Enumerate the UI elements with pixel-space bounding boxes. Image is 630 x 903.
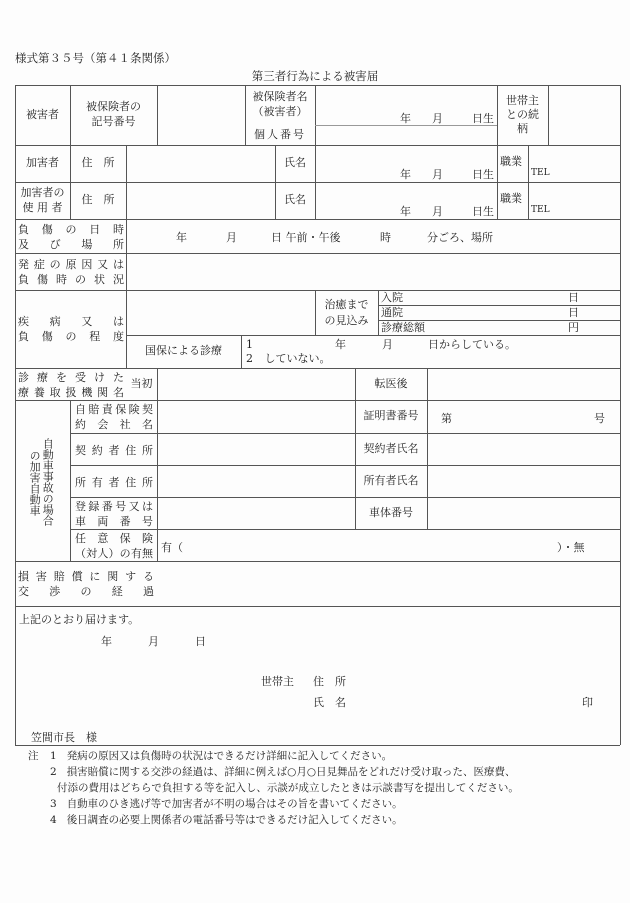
householder-address-field[interactable] [360,668,580,688]
kokuho-option-2[interactable] [246,352,331,365]
degree-label: 疾 病 又 は 負 傷 の 程 度 [18,315,124,343]
owner-name-field[interactable] [428,466,619,496]
note-item: 4 後日調査の必要上関係者の電話番号等はできるだけ記入してください。 [50,814,403,826]
assailant-address-field[interactable] [127,146,274,181]
injury-hour: 時 [380,231,391,244]
personal-number-field[interactable] [316,126,496,144]
kokuho-option-2-num: 2 [246,352,253,365]
owner-address-field[interactable] [158,466,354,496]
insured-number-label: 被保険者の 記号番号 [86,100,141,128]
kokuho-option-1[interactable] [246,338,253,351]
injury-day-ampm: 日 午前・午後 [271,231,341,244]
contractor-address-field[interactable] [158,434,354,464]
contractor-address-label: 契約者住所 [75,444,153,457]
optional-insurance-yes[interactable]: 有（ [161,541,183,554]
employer-tel-label: TEL [531,205,550,215]
employer-birth-month: 月 [432,205,443,218]
certificate-number-suffix: 号 [594,412,605,425]
relation-field[interactable] [549,86,619,144]
notes-prefix: 注 [28,750,39,762]
householder-address-label: 住 所 [313,675,346,688]
declaration-statement: 上記のとおり届けます。 [19,613,140,626]
assailant-label: 加害者 [26,156,59,170]
assailant-address-label: 住 所 [81,156,115,170]
optional-insurance-detail-field[interactable] [185,531,555,559]
total-cost-label: 診療総額 [381,321,425,334]
employer-label: 加害者の 使 用 者 [20,186,65,214]
note-item: 1 発病の原因又は負傷時の状況はできるだけ詳細に記入してください。 [50,750,393,762]
outpatient-days-field[interactable] [430,306,560,319]
degree-field[interactable] [127,291,314,334]
employer-occupation-label: 職業 [500,192,522,205]
assailant-name-label: 氏名 [284,156,306,170]
householder-name-field[interactable] [360,690,570,710]
seal-mark: 印 [582,696,593,709]
negotiation-label: 損害賠償に関する 交 渉 の 経 過 [18,570,154,598]
injury-datetime-label: 負 傷 の 日 時 及 び 場 所 [18,223,124,251]
outpatient-unit: 日 [568,306,579,319]
assailant-birth-day: 日生 [472,168,494,181]
assailant-occupation-label: 職業 [500,155,522,168]
victim-birth-day: 日生 [472,112,494,125]
chassis-number-field[interactable] [428,498,619,528]
total-cost-unit: 円 [568,321,579,334]
certificate-number-prefix: 第 [441,412,452,425]
transfer-institution-field[interactable] [428,369,619,399]
optional-insurance-label: 任 意 保 険 （対人）の有無 [75,532,153,560]
injury-datetime-field[interactable] [127,220,619,252]
declaration-month: 月 [148,635,159,648]
assailant-birth-year: 年 [400,168,411,181]
negotiation-field[interactable] [158,562,619,605]
kokuho-option-1-num: 1 [246,338,253,351]
jibaiseki-company-label: 自賠責保険契 約 会 社 名 [75,403,153,431]
registration-number-label: 登録番号又は 車 両 番 号 [75,500,153,528]
inpatient-label: 入院 [381,291,403,304]
note-item: 2 損害賠償に関する交渉の経過は、詳細に例えば○月○日見舞品をどれだけ受け取った、医療費、 [50,766,516,778]
employer-birth-year: 年 [400,205,411,218]
inpatient-unit: 日 [568,291,579,304]
relation-label: 世帯主 との続 柄 [506,93,539,136]
cause-field[interactable] [127,254,619,289]
employer-occupation-field[interactable] [529,183,619,218]
householder-label: 世帯主 [261,675,294,688]
injury-year: 年 [176,231,187,244]
outpatient-label: 通院 [381,306,403,319]
assailant-tel-label: TEL [531,168,550,178]
assailant-birth-month: 月 [432,168,443,181]
initial-institution-field[interactable] [158,369,354,399]
injury-minute-place: 分ごろ、場所 [427,231,493,244]
declaration-day: 日 [195,635,206,648]
owner-name-label: 所有者氏名 [363,473,419,487]
cause-label: 発症の原因又は 負傷時の状況 [18,258,124,286]
recovery-estimate-label: 治癒まで の見込み [324,298,369,327]
owner-address-label: 所有者住所 [75,476,153,489]
chassis-number-label: 車体番号 [369,505,413,519]
kokuho-since-text: 日からしている。 [428,338,516,351]
addressee: 笠間市長 様 [31,731,97,744]
kokuho-option-2-text: していない。 [264,352,331,365]
victim-birth-month: 月 [432,112,443,125]
assailant-occupation-field[interactable] [529,146,619,181]
initial-institution-label: 当初 [130,376,153,390]
certificate-number-label: 証明書番号 [363,409,419,423]
jibaiseki-company-field[interactable] [158,401,354,432]
insured-name-label: 被保険者名 （被害者） [252,90,308,118]
personal-number-label: 個人番号 [254,127,306,141]
contractor-name-label: 契約者氏名 [363,441,419,455]
note-item-continuation: 付添の費用はどちらで負担する等を記入し、示談が成立したときは示談書写を提出してください。 [57,782,519,794]
total-cost-field[interactable] [440,321,560,334]
victim-birth-year: 年 [400,112,411,125]
kokuho-year: 年 [335,338,346,351]
optional-insurance-no[interactable]: ）・無 [557,541,585,554]
transfer-institution-label: 転医後 [374,376,408,390]
employer-address-field[interactable] [127,183,274,218]
registration-number-field[interactable] [158,498,354,528]
note-item: 3 自動車のひき逃げ等で加害者が不明の場合はその旨を書いてください。 [50,798,403,810]
medical-institution-label: 診 療 を 受 け た 療養取扱機関名 [18,371,124,399]
form-number: 様式第３５号（第４１条関係） [15,51,176,65]
contractor-name-field[interactable] [428,434,619,464]
certificate-number-field[interactable] [458,401,588,432]
householder-name-label: 氏 名 [313,696,346,709]
form-title: 第三者行為による被害届 [251,69,379,83]
kokuho-label: 国保による診療 [145,344,222,358]
victim-label: 被害者 [26,107,59,121]
employer-address-label: 住 所 [81,193,115,207]
kokuho-month: 月 [382,338,393,351]
employer-name-label: 氏名 [284,193,306,207]
employer-birth-day: 日生 [472,205,494,218]
inpatient-days-field[interactable] [430,291,560,304]
insured-number-field[interactable] [158,86,244,144]
vehicle-accident-group-label: 自動車事故の場合 の加害自動車 [28,438,55,526]
declaration-year: 年 [101,635,112,648]
injury-month: 月 [226,231,237,244]
